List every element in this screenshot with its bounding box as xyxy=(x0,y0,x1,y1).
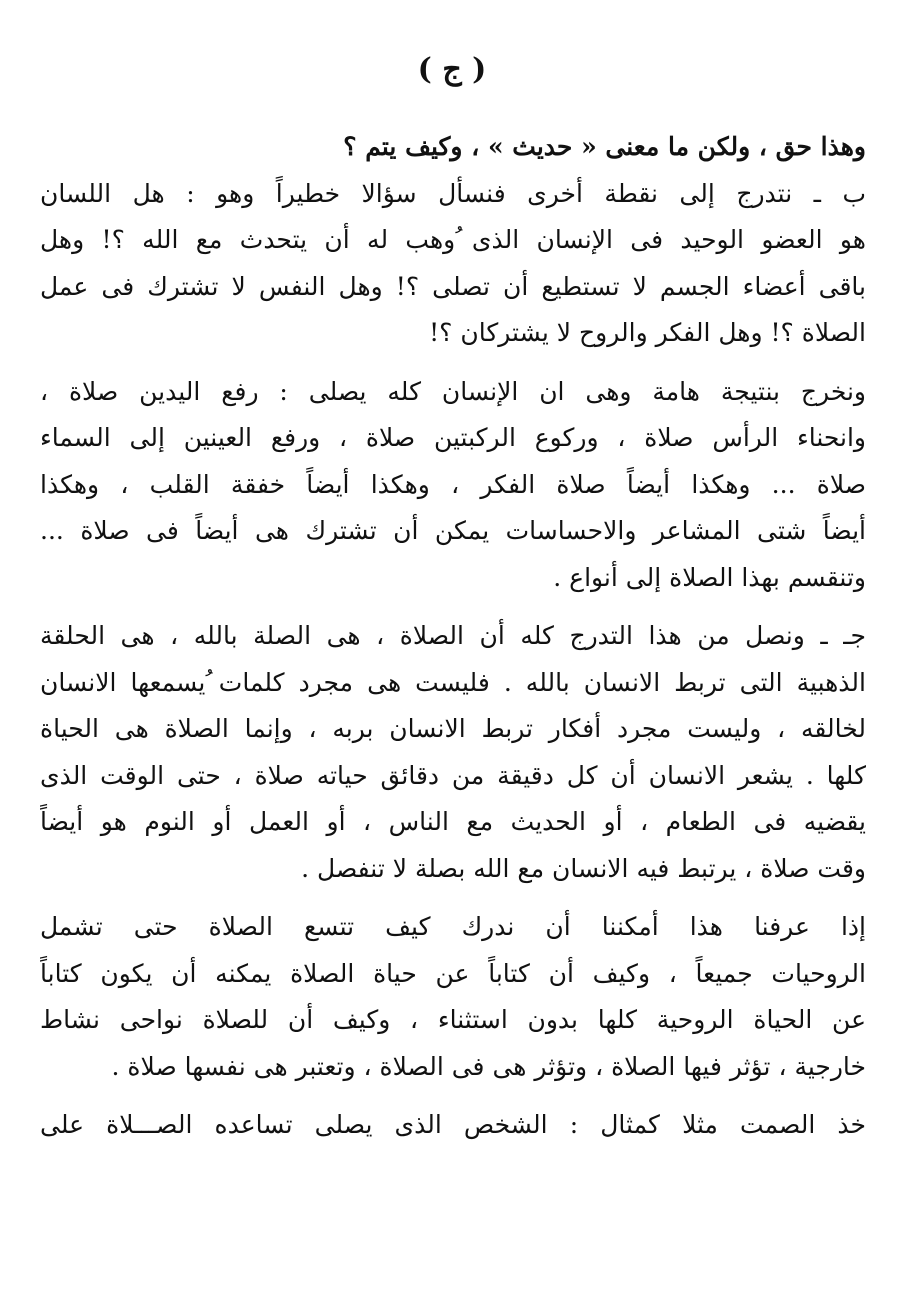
paragraph-silence-example xyxy=(40,1102,866,1149)
paragraph-spiritual-life xyxy=(40,904,866,1090)
text-line: الصلاة ؟! وهل الفكر والروح لا يشتركان ؟! xyxy=(429,318,866,347)
text-line: عن الحياة الروحية كلها بدون استثناء ، وكيف أن للصلاة نواحى نشاط xyxy=(40,1005,866,1034)
text-line: وتنقسم بهذا الصلاة إلى أنواع . xyxy=(553,562,866,592)
text-line: لخالقه ، وليست مجرد أفكار تربط الانسان بربه ، وإنما الصلاة هى الحياة xyxy=(40,714,866,743)
text-line: أيضاً شتى المشاعر والاحساسات يمكن أن تشترك هى أيضاً فى صلاة ... xyxy=(40,516,866,545)
text-line: ونخرج بنتيجة هامة وهى ان الإنسان كله يصلى : رفع اليدين صلاة ، xyxy=(40,376,866,406)
text-line: صلاة ... وهكذا أيضاً صلاة الفكر ، وهكذا أيضاً خفقة القلب ، وهكذا xyxy=(40,469,866,499)
text-line: يقضيه فى الطعام ، أو الحديث مع الناس ، أو العمل أو النوم هو أيضاً xyxy=(40,807,866,836)
text-line: هو العضو الوحيد فى الإنسان الذى ُوهب له أن يتحدث مع الله ؟! وهل xyxy=(40,225,866,254)
text-line: وهذا حق ، ولكن ما معنى « حديث » ، وكيف يتم ؟ xyxy=(343,132,866,161)
paragraph-whole-person-prays xyxy=(40,369,866,602)
paragraph-b xyxy=(40,171,866,357)
paragraph-intro xyxy=(40,124,866,171)
text-line: جـ ـ ونصل من هذا التدرج كله أن الصلاة ، هى الصلة بالله ، هى الحلقة xyxy=(40,621,866,650)
page-number: ( ج ) xyxy=(417,52,487,87)
text-line: الروحيات جميعاً ، وكيف أن كتاباً عن حياة الصلاة يمكنه أن يكون كتاباً xyxy=(40,958,866,988)
text-line: ب ـ نتدرج إلى نقطة أخرى فنسأل سؤالا خطيراً وهو : هل اللسان xyxy=(40,178,866,208)
body-text xyxy=(40,124,866,1149)
text-line: وانحناء الرأس صلاة ، وركوع الركبتين صلاة ، ورفع العينين إلى السماء xyxy=(40,423,866,452)
text-line: وقت صلاة ، يرتبط فيه الانسان مع الله بصلة لا تنفصل . xyxy=(301,853,866,883)
text-line: خارجية ، تؤثر فيها الصلاة ، وتؤثر هى فى الصلاة ، وتعتبر هى نفسها صلاة . xyxy=(111,1051,866,1081)
text-line: إذا عرفنا هذا أمكننا أن ندرك كيف تتسع الصلاة حتى تشمل xyxy=(40,912,866,941)
text-line: كلها . يشعر الانسان أن كل دقيقة من دقائق حياته صلاة ، حتى الوقت الذى xyxy=(40,760,866,790)
text-line: باقى أعضاء الجسم لا تستطيع أن تصلى ؟! وهل النفس لا تشترك فى عمل xyxy=(40,271,866,301)
text-line: خذ الصمت مثلا كمثال : الشخص الذى يصلى تساعده الصـــلاة على xyxy=(40,1110,866,1139)
paragraph-c xyxy=(40,613,866,892)
text-line: الذهبية التى تربط الانسان بالله . فليست هى مجرد كلمات ُيسمعها الانسان xyxy=(40,667,866,697)
